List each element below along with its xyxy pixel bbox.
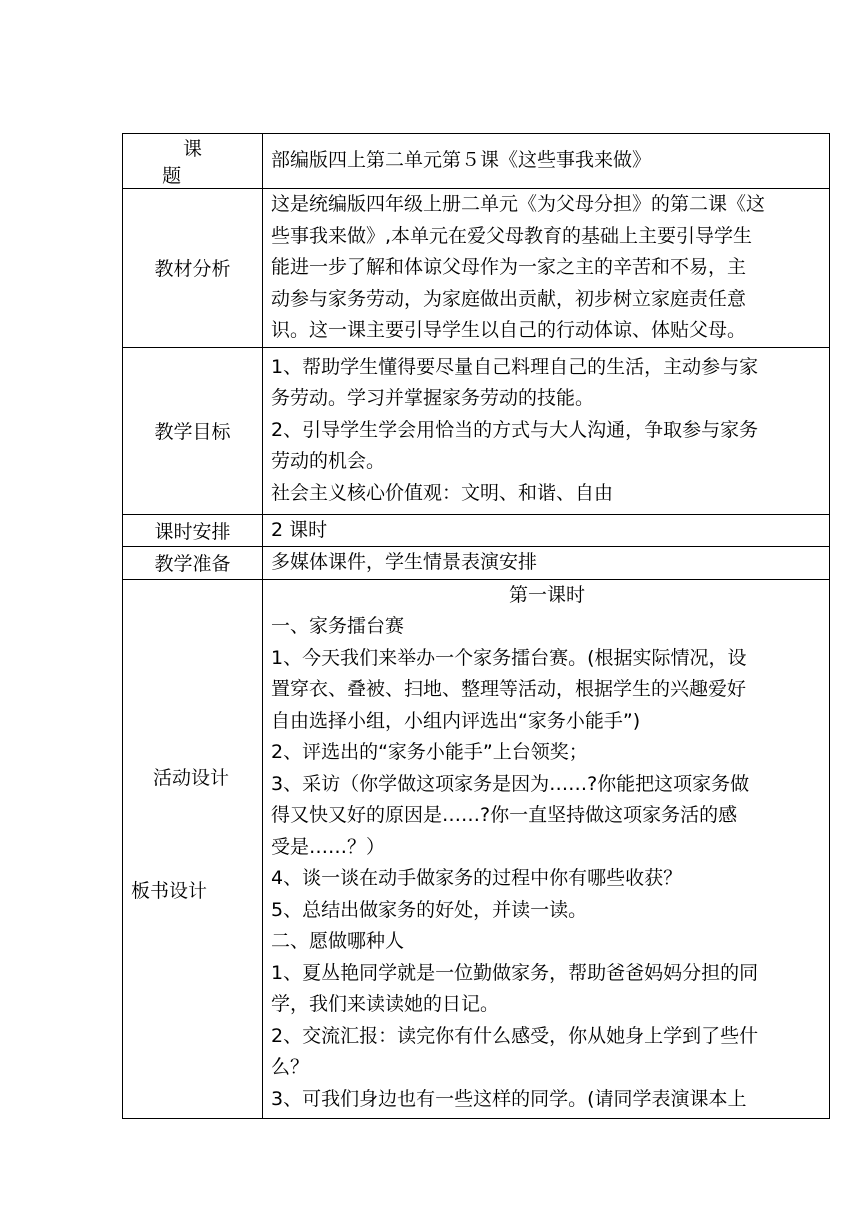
design-line: 4、谈一谈在动手做家务的过程中你有哪些收获？ bbox=[271, 867, 683, 889]
design-line: 么？ bbox=[271, 1056, 310, 1078]
goals-label: 教学目标 bbox=[123, 347, 263, 514]
design-line: 5、总结出做家务的好处，并读一读。 bbox=[271, 898, 588, 921]
analysis-line: 动参与家务劳动，为家庭做出贡献，初步树立家庭责任意 bbox=[271, 287, 747, 310]
hours-label: 课时安排 bbox=[123, 514, 263, 547]
goals-line: 劳动的机会。 bbox=[271, 450, 386, 473]
design-line: 受是……？） bbox=[271, 835, 386, 858]
analysis-label: 教材分析 bbox=[123, 189, 263, 348]
design-line: 置穿衣、叠被、扫地、整理等活动，根据学生的兴趣爱好 bbox=[271, 678, 747, 700]
goals-line: 2、引导学生学会用恰当的方式与大人沟通，争取参与家务 bbox=[271, 418, 759, 441]
design-line: 得又快又好的原因是……?你一直坚持做这项家务活的感 bbox=[271, 804, 738, 826]
design-line: 2、交流汇报：读完你有什么感受，你从她身上学到了些什 bbox=[271, 1024, 759, 1047]
row-prep bbox=[123, 547, 830, 580]
design-label-cell bbox=[123, 579, 263, 1118]
design-line: 2、评选出的“家务小能手”上台领奖； bbox=[271, 741, 588, 763]
design-content bbox=[263, 579, 830, 1118]
analysis-line: 识。这一课主要引导学生以自己的行动体谅、体贴父母。 bbox=[271, 319, 747, 341]
goals-content bbox=[263, 347, 830, 514]
design-line: 1、今天我们来举办一个家务擂台赛。(根据实际情况，设 bbox=[271, 646, 747, 669]
analysis-line: 些事我来做》,本单元在爱父母教育的基础上主要引导学生 bbox=[271, 224, 753, 247]
activity-design-label: 活动设计 bbox=[153, 766, 230, 789]
board-design-label: 板书设计 bbox=[131, 879, 208, 902]
goals-line: 务劳动。学习并掌握家务劳动的技能。 bbox=[271, 387, 595, 410]
prep-value: 多媒体课件，学生情景表演安排 bbox=[263, 547, 830, 580]
title-label bbox=[123, 134, 305, 189]
title-label-text: 课 题 bbox=[162, 138, 305, 187]
design-line: 一、家务擂台赛 bbox=[271, 615, 405, 637]
analysis-line: 这是统编版四年级上册二单元《为父母分担》的第二课《这 bbox=[271, 193, 766, 215]
row-title bbox=[123, 134, 830, 189]
design-line: 自由选择小组，小组内评选出“家务小能手”) bbox=[271, 709, 641, 732]
lesson-plan-table bbox=[122, 133, 830, 1119]
design-line: 3、可我们身边也有一些这样的同学。(请同学表演课本上 bbox=[271, 1087, 747, 1110]
design-line: 3、采访（你学做这项家务是因为……?你能把这项家务做 bbox=[271, 772, 750, 795]
design-line: 1、夏丛艳同学就是一位勤做家务，帮助爸爸妈妈分担的同 bbox=[271, 961, 759, 984]
row-hours bbox=[123, 514, 830, 547]
prep-label: 教学准备 bbox=[123, 547, 263, 580]
row-analysis bbox=[123, 189, 830, 348]
goals-line: 1、帮助学生懂得要尽量自己料理自己的生活，主动参与家 bbox=[271, 355, 759, 378]
goals-line: 社会主义核心价值观：文明、和谐、自由 bbox=[271, 481, 614, 504]
row-goals bbox=[123, 347, 830, 514]
design-line: 二、愿做哪种人 bbox=[271, 930, 405, 952]
lesson-heading: 第一课时 bbox=[508, 583, 585, 606]
analysis-content bbox=[263, 189, 830, 348]
title-value: 部编版四上第二单元第５课《这些事我来做》 bbox=[263, 134, 830, 189]
row-design bbox=[123, 579, 830, 1118]
analysis-line: 能进一步了解和体谅父母作为一家之主的辛苦和不易，主 bbox=[271, 256, 747, 278]
hours-value: 2 课时 bbox=[263, 514, 830, 547]
design-line: 学，我们来读读她的日记。 bbox=[271, 993, 500, 1015]
